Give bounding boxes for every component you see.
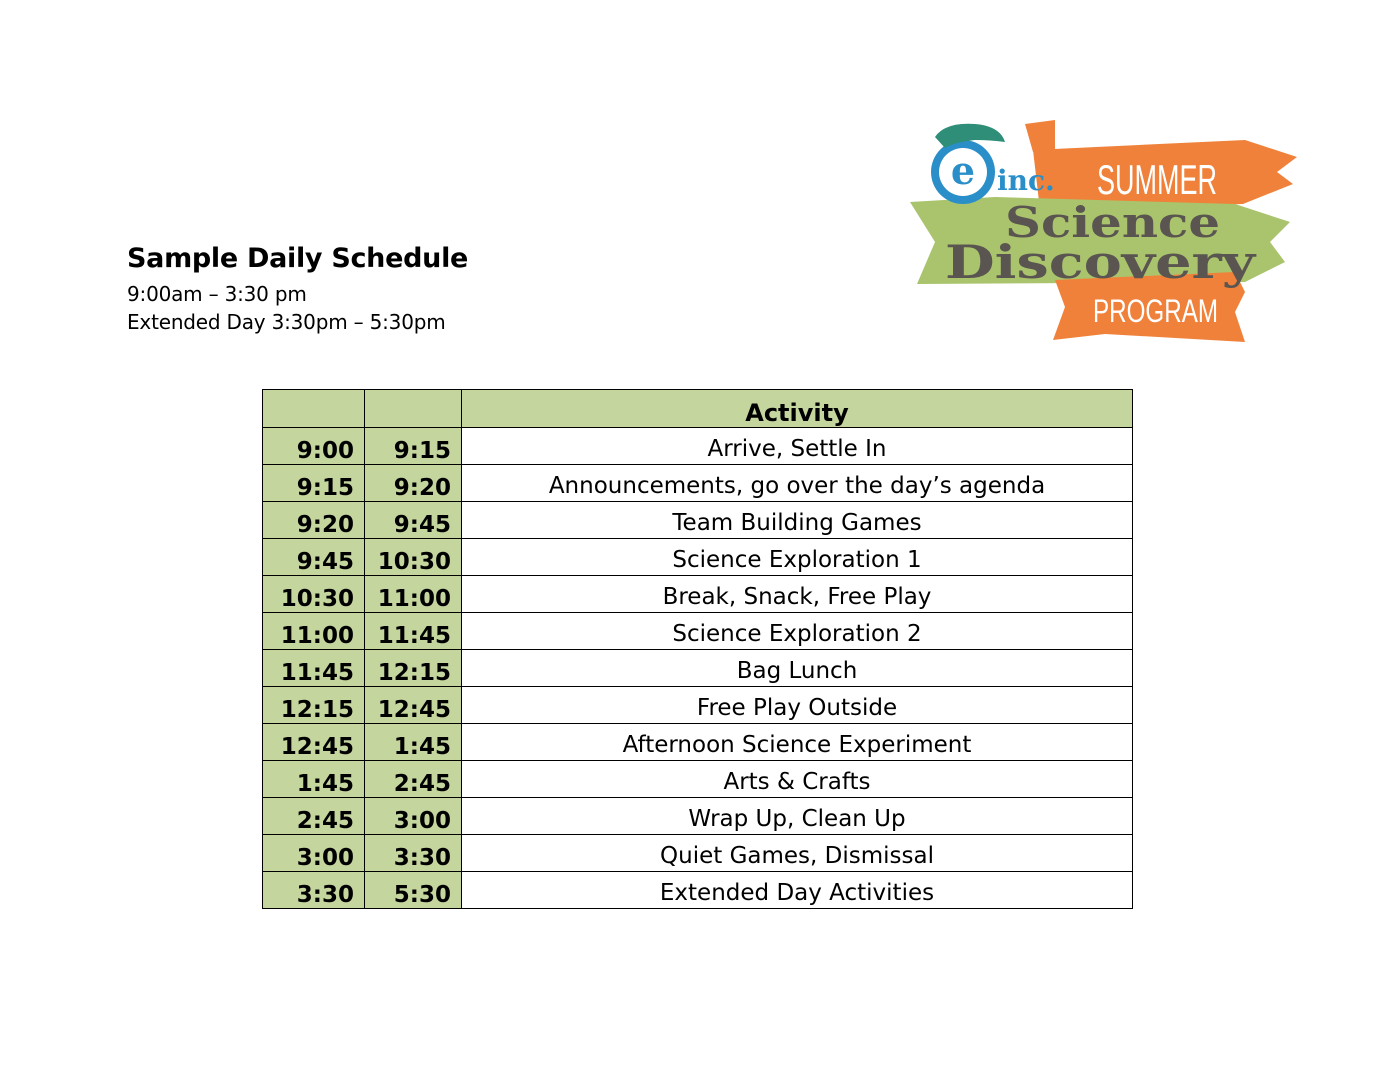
table-row bbox=[263, 539, 1133, 576]
page-title: Sample Daily Schedule bbox=[127, 243, 469, 274]
document-header bbox=[127, 240, 468, 336]
table-row bbox=[263, 576, 1133, 613]
activity-cell: Break, Snack, Free Play bbox=[462, 576, 1133, 613]
end-time-cell: 2:45 bbox=[365, 761, 462, 798]
activity-cell: Extended Day Activities bbox=[462, 872, 1133, 909]
activity-cell: Wrap Up, Clean Up bbox=[462, 798, 1133, 835]
logo-science: Science bbox=[1005, 198, 1220, 247]
daily-schedule-table bbox=[262, 389, 1133, 909]
start-time-cell: 12:15 bbox=[263, 687, 365, 724]
start-time-cell: 9:15 bbox=[263, 465, 365, 502]
table-row bbox=[263, 502, 1133, 539]
header-end-cell bbox=[365, 390, 462, 428]
end-time-cell: 1:45 bbox=[365, 724, 462, 761]
end-time-cell: 9:15 bbox=[365, 428, 462, 465]
start-time-cell: 9:20 bbox=[263, 502, 365, 539]
end-time-cell: 3:30 bbox=[365, 835, 462, 872]
table-row bbox=[263, 650, 1133, 687]
activity-cell: Free Play Outside bbox=[462, 687, 1133, 724]
end-time-cell: 5:30 bbox=[365, 872, 462, 909]
table-row bbox=[263, 798, 1133, 835]
logo-inc: inc. bbox=[997, 164, 1055, 197]
start-time-cell: 2:45 bbox=[263, 798, 365, 835]
activity-cell: Team Building Games bbox=[462, 502, 1133, 539]
table-row bbox=[263, 724, 1133, 761]
activity-cell: Science Exploration 1 bbox=[462, 539, 1133, 576]
schedule-body bbox=[263, 428, 1133, 909]
header-activity: Activity bbox=[462, 390, 1133, 428]
activity-cell: Science Exploration 2 bbox=[462, 613, 1133, 650]
table-row bbox=[263, 835, 1133, 872]
table-row bbox=[263, 613, 1133, 650]
logo-e-letter: e bbox=[950, 148, 976, 193]
logo-summer: SUMMER bbox=[1097, 156, 1217, 203]
summer-science-discovery-logo bbox=[905, 112, 1305, 352]
activity-cell: Bag Lunch bbox=[462, 650, 1133, 687]
table-row bbox=[263, 465, 1133, 502]
activity-cell: Quiet Games, Dismissal bbox=[462, 835, 1133, 872]
start-time-cell: 3:00 bbox=[263, 835, 365, 872]
start-time-cell: 9:45 bbox=[263, 539, 365, 576]
start-time-cell: 11:00 bbox=[263, 613, 365, 650]
end-time-cell: 11:45 bbox=[365, 613, 462, 650]
logo-program: PROGRAM bbox=[1093, 293, 1218, 329]
activity-cell: Announcements, go over the day’s agenda bbox=[462, 465, 1133, 502]
logo-discovery: Discovery bbox=[945, 235, 1257, 289]
table-row bbox=[263, 428, 1133, 465]
activity-cell: Afternoon Science Experiment bbox=[462, 724, 1133, 761]
logo-orange-flag bbox=[1025, 120, 1055, 152]
table-row bbox=[263, 872, 1133, 909]
start-time-cell: 11:45 bbox=[263, 650, 365, 687]
end-time-cell: 9:45 bbox=[365, 502, 462, 539]
end-time-cell: 12:15 bbox=[365, 650, 462, 687]
table-row bbox=[263, 687, 1133, 724]
activity-cell: Arrive, Settle In bbox=[462, 428, 1133, 465]
start-time-cell: 3:30 bbox=[263, 872, 365, 909]
extended-day-hours: Extended Day 3:30pm – 5:30pm bbox=[127, 310, 446, 334]
activity-cell: Arts & Crafts bbox=[462, 761, 1133, 798]
start-time-cell: 9:00 bbox=[263, 428, 365, 465]
start-time-cell: 1:45 bbox=[263, 761, 365, 798]
header-start-cell bbox=[263, 390, 365, 428]
end-time-cell: 3:00 bbox=[365, 798, 462, 835]
end-time-cell: 9:20 bbox=[365, 465, 462, 502]
end-time-cell: 10:30 bbox=[365, 539, 462, 576]
end-time-cell: 12:45 bbox=[365, 687, 462, 724]
table-header-row bbox=[263, 390, 1133, 428]
start-time-cell: 10:30 bbox=[263, 576, 365, 613]
table-row bbox=[263, 761, 1133, 798]
program-hours: 9:00am – 3:30 pm bbox=[127, 282, 307, 306]
start-time-cell: 12:45 bbox=[263, 724, 365, 761]
end-time-cell: 11:00 bbox=[365, 576, 462, 613]
